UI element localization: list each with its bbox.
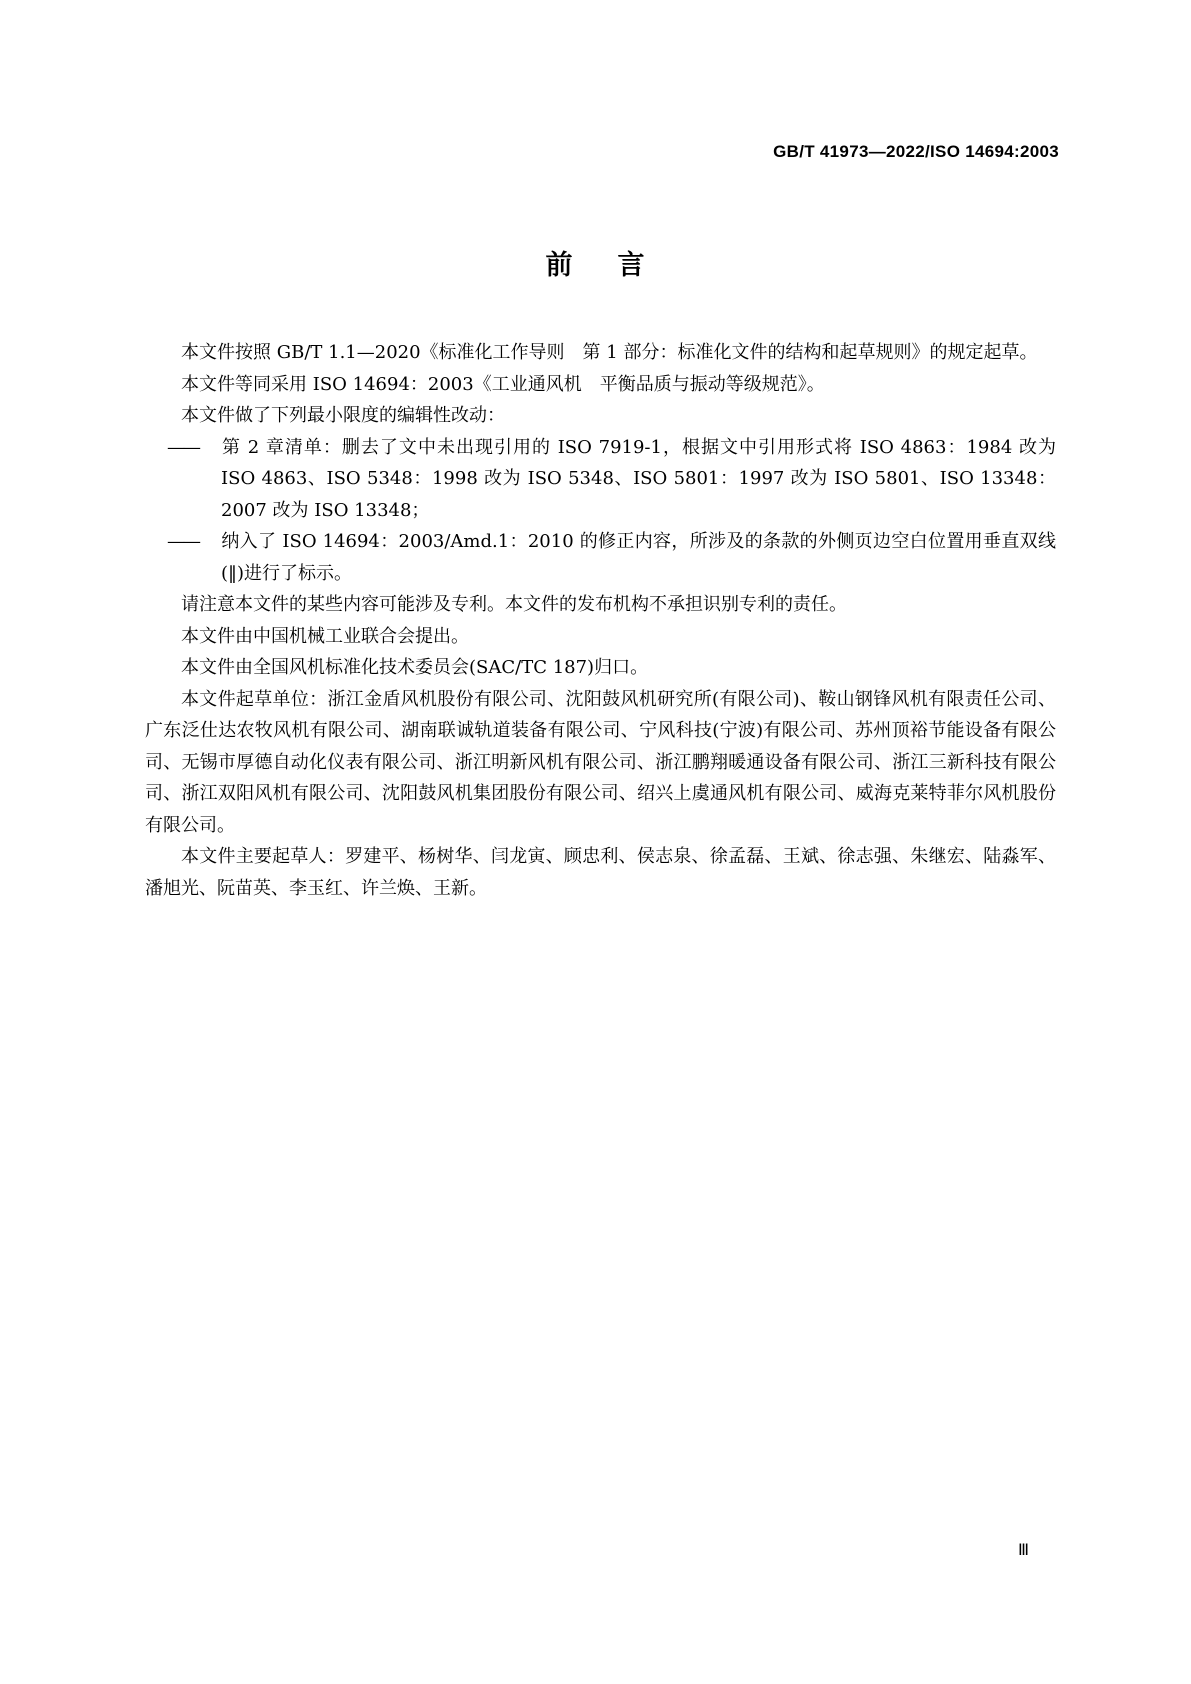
dash-mark: —— xyxy=(167,436,199,458)
page-title xyxy=(0,243,1191,282)
list-item-text: 纳入了 ISO 14694：2003/Amd.1：2010 的修正内容，所涉及的条款的外侧页边空白位置用垂直双线(‖)进行了标示。 xyxy=(221,531,1056,584)
list-item xyxy=(145,432,1056,527)
paragraph-drafters: 本文件主要起草人：罗建平、杨树华、闫龙寅、顾忠利、侯志泉、徐孟磊、王斌、徐志强、朱继宏、陆淼军、潘旭光、阮苗英、李玉红、许兰焕、王新。 xyxy=(145,846,1056,899)
list-item-text: 第 2 章清单：删去了文中未出现引用的 ISO 7919-1，根据文中引用形式将 ISO 4863：1984 改为 ISO 4863、ISO 5348：1998 改为 ISO 5348、ISO 5801：1997 改为 ISO 5801、ISO 13348：2007 改为 ISO 13348； xyxy=(221,436,1056,521)
paragraph-adoption: 本文件等同采用 ISO 14694：2003《工业通风机 平衡品质与振动等级规范》。 xyxy=(181,373,825,395)
paragraph-editorial-changes: 本文件做了下列最小限度的编辑性改动： xyxy=(181,405,505,426)
paragraph-committee: 本文件由全国风机标准化技术委员会(SAC/TC 187)归口。 xyxy=(181,657,649,678)
title-char-2: 言 xyxy=(617,250,646,281)
standard-code: GB/T 41973—2022/ISO 14694:2003 xyxy=(773,142,1059,161)
paragraph-patent-notice: 请注意本文件的某些内容可能涉及专利。本文件的发布机构不承担识别专利的责任。 xyxy=(181,594,847,615)
list-item xyxy=(145,526,1056,589)
paragraph-drafting-units: 本文件起草单位：浙江金盾风机股份有限公司、沈阳鼓风机研究所(有限公司)、鞍山钢锋风机有限责任公司、广东泛仕达农牧风机有限公司、湖南联诚轨道装备有限公司、宁风科技(宁波)有限公司、苏州顶裕节能设备有限公司、无锡市厚德自动化仪表有限公司、浙江明新风机有限公司、浙江鹏翔暖通设备有限公司、浙江三新科技有限公司、浙江双阳风机有限公司、沈阳鼓风机集团股份有限公司、绍兴上虞通风机有限公司、威海克莱特菲尔风机股份有限公司。 xyxy=(145,688,1056,836)
paragraph-drafting-rules: 本文件按照 GB/T 1.1—2020《标准化工作导则 第 1 部分：标准化文件的结构和起草规则》的规定起草。 xyxy=(181,342,1038,363)
foreword-body xyxy=(145,337,1056,904)
page-number: Ⅲ xyxy=(1017,1540,1029,1559)
dash-mark: —— xyxy=(167,531,199,552)
title-char-1: 前 xyxy=(545,250,574,281)
paragraph-proposer: 本文件由中国机械工业联合会提出。 xyxy=(181,625,469,647)
